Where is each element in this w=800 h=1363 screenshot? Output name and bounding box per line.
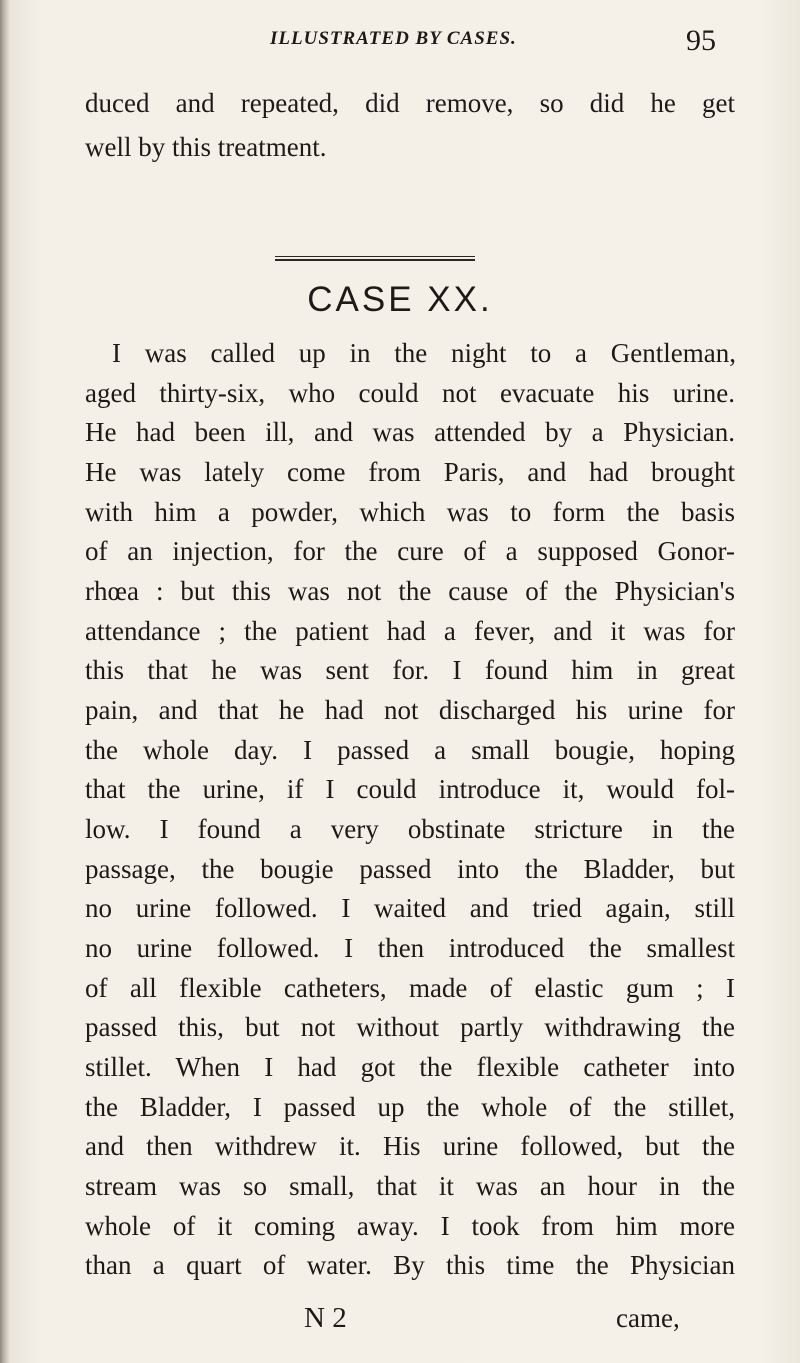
body-line: the whole day. I passed a small bougie, hoping xyxy=(85,735,735,765)
rule-thin-line xyxy=(275,256,475,257)
body-line: no urine followed. I waited and tried again, still xyxy=(85,893,735,923)
body-line: of an injection, for the cure of a supposed Gonor- xyxy=(85,536,735,566)
intro-line: duced and repeated, did remove, so did he get xyxy=(85,88,735,118)
body-line: attendance ; the patient had a fever, and it was for xyxy=(85,616,735,646)
body-line: aged thirty-six, who could not evacuate his urine. xyxy=(85,378,735,408)
body-line: and then withdrew it. His urine followed, but the xyxy=(85,1131,735,1161)
body-line: no urine followed. I then introduced the smallest xyxy=(85,933,735,963)
body-line: the Bladder, I passed up the whole of the stillet, xyxy=(85,1092,735,1122)
body-line: I was called up in the night to a Gentleman, xyxy=(112,338,736,368)
page-number: 95 xyxy=(686,24,716,57)
body-line: whole of it coming away. I took from him more xyxy=(85,1211,735,1241)
rule-thick-line xyxy=(275,259,475,261)
body-line: low. I found a very obstinate stricture in the xyxy=(85,814,735,844)
running-head: ILLUSTRATED BY CASES. xyxy=(270,28,517,49)
body-line: this that he was sent for. I found him in great xyxy=(85,655,735,685)
intro-line: well by this treatment. xyxy=(85,132,327,162)
catchword: came, xyxy=(616,1303,680,1333)
body-line: passage, the bougie passed into the Bladder, but xyxy=(85,854,735,884)
body-line: of all flexible catheters, made of elastic gum ; I xyxy=(85,973,735,1003)
body-line: with him a powder, which was to form the basis xyxy=(85,497,735,527)
body-line: that the urine, if I could introduce it, would fol- xyxy=(85,774,735,804)
signature-mark: N 2 xyxy=(304,1302,347,1334)
page-gutter-shadow xyxy=(0,0,10,1363)
body-line: pain, and that he had not discharged his urine for xyxy=(85,695,735,725)
body-line: passed this, but not without partly withdrawing the xyxy=(85,1012,735,1042)
body-line: rhœa : but this was not the cause of the Physician's xyxy=(85,576,735,606)
body-line: He had been ill, and was attended by a Physician. xyxy=(85,417,735,447)
case-heading: CASE XX. xyxy=(307,280,493,319)
body-line: stillet. When I had got the flexible catheter into xyxy=(85,1052,735,1082)
body-line: stream was so small, that it was an hour in the xyxy=(85,1171,735,1201)
body-line: He was lately come from Paris, and had brought xyxy=(85,457,735,487)
section-rule xyxy=(275,256,475,261)
body-line: than a quart of water. By this time the Physician xyxy=(85,1250,735,1280)
